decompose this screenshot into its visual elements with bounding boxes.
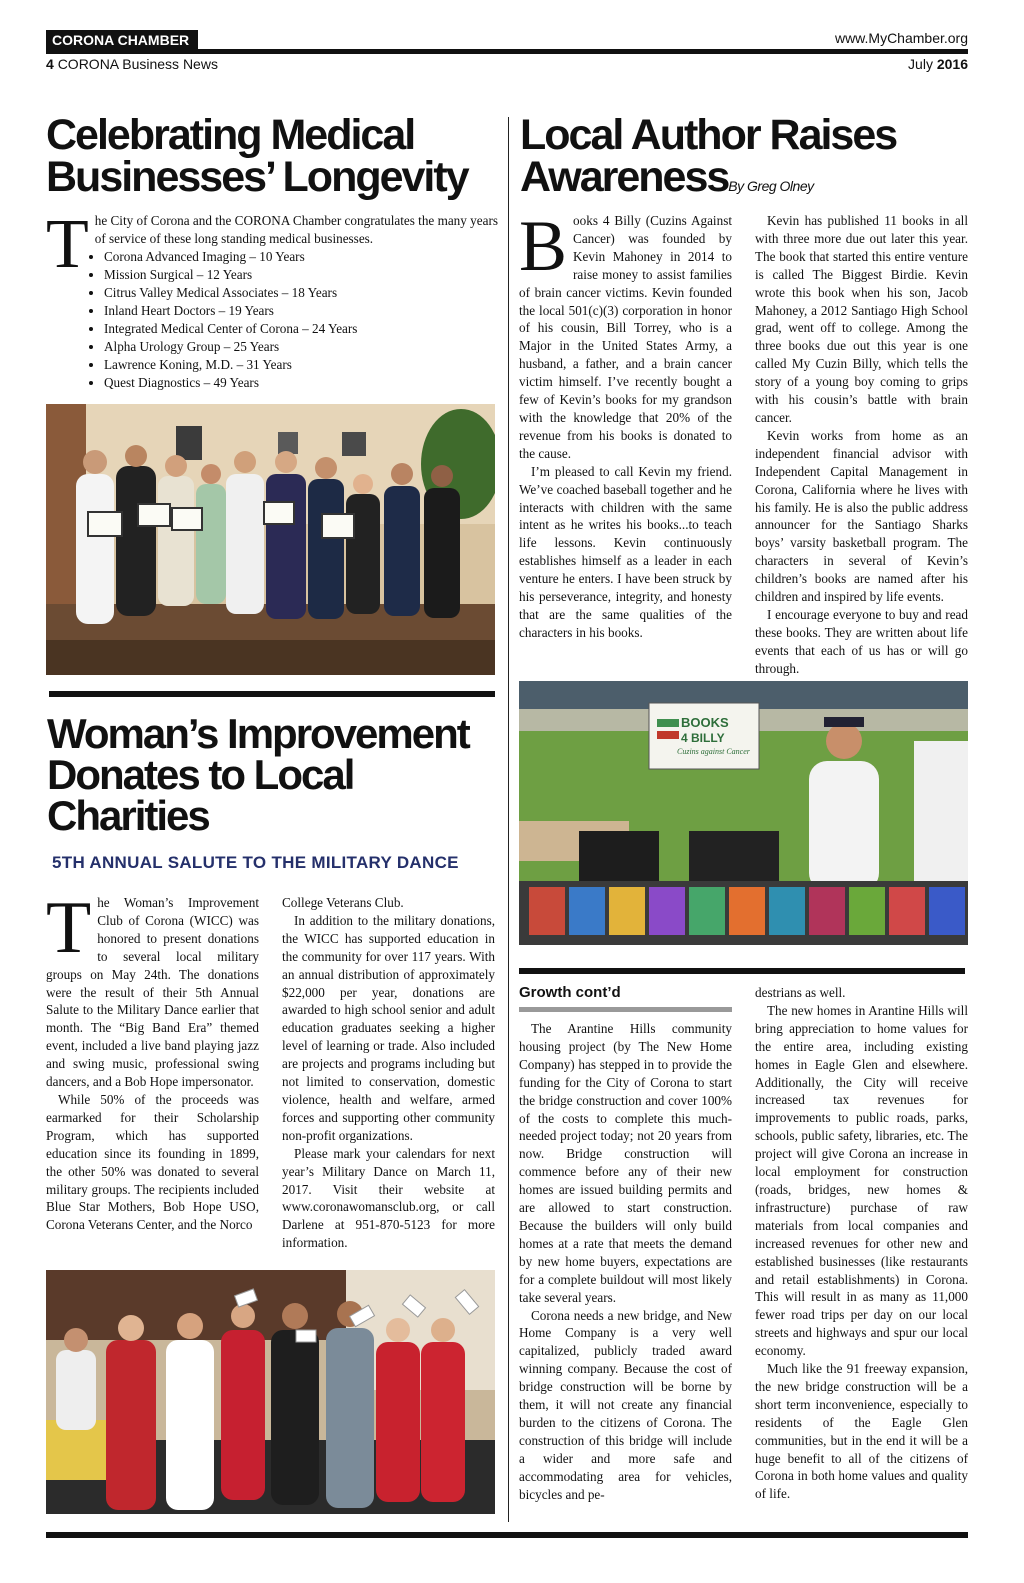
paragraph: Much like the 91 freeway expansion, the new bridge construction will be a short term inconvenience, especially to residents of the Eagle Glen communities, but in the end it will be a huge benefit to all of the citizens of Corona in both home values and quality of life. [755, 1361, 968, 1502]
article2-drop-cap: B [519, 206, 568, 286]
article2-byline: By Greg Olney [728, 178, 814, 195]
article2-headline-line1: Local Author Raises [520, 111, 897, 159]
banner-line2: 4 BILLY [681, 731, 725, 745]
article1-body [46, 206, 498, 392]
section-rule [49, 691, 495, 697]
article4-heading: Growth cont’d [519, 984, 732, 1012]
article3-column1 [46, 887, 259, 1234]
footer-rule [46, 1532, 968, 1538]
article3-subhead: 5TH ANNUAL SALUTE TO THE MILITARY DANCE [52, 853, 459, 872]
article4-column2 [755, 984, 968, 1503]
list-item: • Inland Heart Doctors – 19 Years [104, 302, 498, 320]
paragraph: I’m pleased to call Kevin my friend. We’ve coached baseball together and he interacts with children with the same intent as he writes his books...to teach life lessons. Kevin continuously establishes himself as a leader in each venture he enters. I have been struck by his perseverance, integrity, and honesty that are the same qualities of the characters in his books. [519, 463, 732, 640]
publication-name: CORONA Business News [57, 56, 218, 72]
paragraph: Kevin works from home as an independent financial advisor with Independent Capital Management in Corona, California where he lives with his family. He is also the public address announcer for the Santiago Sharks boys’ varsity basketball program. The characters in several of Kevin’s children’s books are named after his children and inspired by life events. [755, 427, 968, 605]
issue-year: 2016 [936, 56, 968, 72]
page-folio [46, 56, 218, 72]
list-item: • Quest Diagnostics – 49 Years [104, 374, 498, 392]
article3-headline-line1: Woman’s Improvement [47, 710, 469, 757]
paragraph: Kevin has published 11 books in all with three more due out later this year. The book that started this entire venture is called The Biggest Birdie. Kevin wrote this book when his son, Jacob Mahoney, a 2012 Santiago High School grad, went off to college. Among the three books due out this year is one called My Cuzin Billy, which tells the story of a young boy coming to grips with his cousin’s battle with brain cancer. [755, 213, 968, 425]
article2-headline-line2: Awareness [520, 153, 729, 202]
paragraph: I encourage everyone to buy and read these books. They are written about life events that each of us has or will go through. [755, 606, 968, 676]
paragraph: College Veterans Club. [282, 895, 404, 910]
wicc-group-photo [46, 1270, 495, 1514]
paragraph: The new homes in Arantine Hills will bring appreciation to home values for the entire area, including existing homes in Eagle Glen and elsewhere. Additionally, the City will receive increased tax revenues for improvements to public roads, parks, schools, public safety, libraries, etc. The project will give Corona an increase in local employment for construction (roads, bridges, new homes & infrastructure) purchase of raw materials from local companies and increased revenues for other new and established businesses (like restaurants and retail establishments) in Corona. This will result in as many as 11,000 fewer road trips per day on our local streets and highways and spur our local economy. [755, 1002, 968, 1359]
paragraph: While 50% of the proceeds was earmarked for their Scholarship Program, which has supported education since its founding in 1899, the other 50% was donated to several military groups. The recipients included Blue Star Mothers, Bob Hope USO, Corona Veterans Center, and the Norco [46, 1091, 259, 1233]
article4-column1 [519, 1020, 732, 1503]
issue-date [908, 56, 968, 72]
list-item: • Citrus Valley Medical Associates – 18 Years [104, 284, 498, 302]
banner-line1: BOOKS [681, 715, 729, 730]
article3-headline-line2: Donates to Local [47, 751, 354, 799]
paragraph: Corona needs a new bridge, and New Home Company is a very well capitalized, publicly traded award winning company. Because the cost of bridge construction will be borne by them, it will not create any financial burden to the citizens of Corona. The construction of this bridge will include a wider and more safe and accommodating area for vehicles, bicycles and pe- [519, 1307, 732, 1502]
article1-drop-cap: T [46, 206, 89, 283]
masthead-url[interactable]: www.MyChamber.org [834, 30, 968, 46]
list-item: • Integrated Medical Center of Corona – 24 Years [104, 320, 498, 338]
list-item: • Mission Surgical – 12 Years [104, 266, 498, 284]
section-rule [519, 968, 965, 974]
anniversary-list [46, 248, 498, 392]
article1-headline [46, 111, 468, 202]
article1-intro: he City of Corona and the CORONA Chamber congratulates the many years of service of these long standing medical businesses. [94, 213, 498, 246]
banner-line3: Cuzins against Cancer [677, 747, 750, 756]
article3-column2 [282, 894, 495, 1252]
paragraph: ooks 4 Billy (Cuzins Against Cancer) was founded by Kevin Mahoney in 2014 to raise money to assist families of brain cancer victims. Kevin founded the local 501(c)(3) corporation in honor of his cousin, Bill Torrey, who is a Major in the United States Army, a husband, a father, and a brain cancer victim himself. I’ve recently bought a few of Kevin’s books for my grandson with the knowledge that 20% of the revenue from his books is donated to the cause. [519, 213, 732, 461]
books-booth-photo [519, 681, 968, 945]
paragraph: Please mark your calendars for next year’s Military Dance on March 11, 2017. Visit their website at www.coronawomansclub.org, or call Darlene at 951-870-5123 for more information. [282, 1145, 495, 1251]
paragraph: The Arantine Hills community housing project (by The New Home Company) has stepped in to provide the funding for the City of Corona to start the bridge construction and cover 100% of the costs to complete this much-needed project today; not 20 years from now. Bridge construction will commence before any of their new homes are issued building permits and are allowed to start construction. Because the builders will only build homes at a rate that meets the demand by new home buyers, expectations are for a complete buildout will most likely take several years. [519, 1021, 732, 1305]
column-divider [508, 117, 509, 1522]
article3-headline-line3: Charities [47, 792, 209, 840]
masthead-rule [46, 49, 968, 54]
masthead-label: CORONA CHAMBER [46, 30, 198, 50]
article2-column1 [519, 206, 732, 642]
article3-drop-cap: T [46, 887, 92, 969]
list-item: • Alpha Urology Group – 25 Years [104, 338, 498, 356]
paragraph: In addition to the military donations, the WICC has supported education in the community for over 117 years. With an annual distribution of approximately $22,000 per year, donations are awarded to high school senior and adult education graduates seeking a higher level of learning or trade. Also included are projects and programs including but not limited to conservation, domestic violence, health and welfare, armed forces and supporting other community non-profit organizations. [282, 912, 495, 1143]
paragraph: he Woman’s Improvement Club of Corona (WICC) was honored to present donations to several local military groups on May 24th. The donations were the result of their 5th Annual Salute to the Military Dance earlier that month. The “Big Band Era” themed event, included a live band playing jazz and swing music, professional swing dancers, and a Bob Hope impersonator. [46, 895, 259, 1090]
paragraph: destrians as well. [755, 985, 846, 1000]
article1-headline-line1: Celebrating Medical [46, 111, 415, 159]
article3-headline [47, 710, 469, 840]
article1-headline-line2: Businesses’ Longevity [46, 153, 468, 202]
issue-month: July [908, 56, 933, 72]
article2-headline [520, 111, 897, 202]
page-number: 4 [46, 56, 54, 72]
list-item: • Lawrence Koning, M.D. – 31 Years [104, 356, 498, 374]
list-item: • Corona Advanced Imaging – 10 Years [104, 248, 498, 266]
medical-group-photo [46, 404, 495, 675]
article2-column2 [755, 212, 968, 678]
